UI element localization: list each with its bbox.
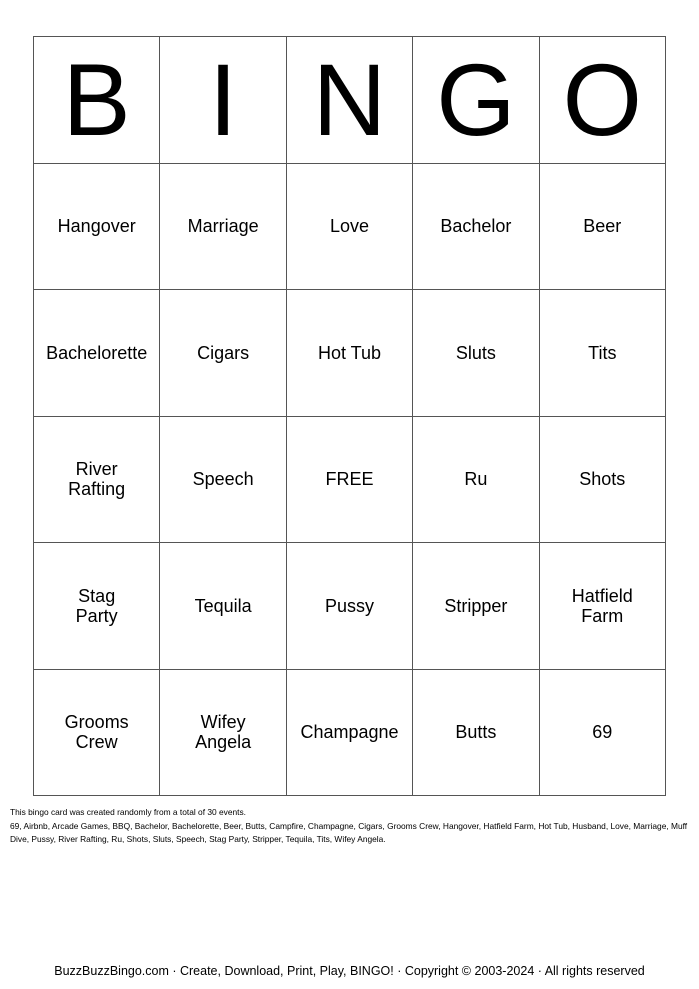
cell-text: Bachelorette	[46, 342, 148, 363]
bingo-cell	[160, 164, 286, 291]
bingo-cell	[160, 290, 286, 417]
cell-text: Love	[329, 216, 370, 237]
cell-text: Hatfield Farm	[571, 585, 633, 626]
cell-text: Stripper	[444, 595, 508, 616]
bingo-cell	[413, 543, 539, 670]
bingo-cell	[34, 290, 160, 417]
bingo-cell	[540, 290, 666, 417]
bingo-cell	[540, 164, 666, 291]
footer-text: BuzzBuzzBingo.com · Create, Download, Print, Play, BINGO! · Copyright © 2003-2024 · All rights reserved	[54, 964, 645, 978]
bingo-cell	[160, 417, 286, 544]
cell-text: Ru	[464, 469, 488, 490]
header-letter-g: G	[413, 37, 539, 164]
bingo-cell	[160, 670, 286, 797]
cell-text: 69	[592, 722, 613, 743]
bingo-card	[33, 36, 666, 796]
cell-text: Champagne	[300, 722, 399, 743]
bingo-cell	[287, 290, 413, 417]
header-letter-b: B	[34, 37, 160, 164]
cell-text: Pussy	[324, 595, 374, 616]
bingo-cell	[413, 417, 539, 544]
header-letter-o: O	[540, 37, 666, 164]
cell-text: Sluts	[455, 342, 496, 363]
header-letter-i: I	[160, 37, 286, 164]
card-info	[10, 806, 694, 847]
cell-text: Stag Party	[75, 585, 118, 626]
bingo-cell	[34, 417, 160, 544]
cell-text: Speech	[192, 469, 254, 490]
bingo-cell	[287, 670, 413, 797]
cell-text: Shots	[579, 469, 626, 490]
bingo-cell	[413, 164, 539, 291]
free-space-text: FREE	[325, 469, 374, 490]
cell-text: Marriage	[187, 216, 259, 237]
bingo-cell	[540, 417, 666, 544]
cell-text: Hangover	[57, 216, 136, 237]
card-info-summary: This bingo card was created randomly from a total of 30 events.	[10, 807, 247, 817]
cell-text: Tits	[588, 342, 617, 363]
free-space-cell	[287, 417, 413, 544]
header-letter-n: N	[287, 37, 413, 164]
cell-text: Hot Tub	[317, 342, 382, 363]
cell-text: Tequila	[194, 595, 252, 616]
bingo-cell	[413, 670, 539, 797]
cell-text: Cigars	[197, 342, 250, 363]
bingo-cell	[160, 543, 286, 670]
bingo-cell	[34, 543, 160, 670]
cell-text: Grooms Crew	[64, 712, 129, 753]
cell-text: Beer	[583, 216, 622, 237]
cell-text: Wifey Angela	[195, 712, 252, 753]
bingo-cell	[540, 543, 666, 670]
cell-text: Bachelor	[440, 216, 512, 237]
bingo-cell	[34, 670, 160, 797]
card-info-event-list: 69, Airbnb, Arcade Games, BBQ, Bachelor, Bachelorette, Beer, Butts, Campfire, Champagne, Cigars, Grooms Crew, Hangover, Hatfield Farm, Hot Tub, Husband, Love, Marriage, Muff Dive, Pussy, River Rafting, Ru, Shots, Sluts, Speech, Stag Party, Stripper, Tequila, Tits, Wifey Angela.	[10, 820, 688, 844]
bingo-cell	[287, 543, 413, 670]
cell-text: Butts	[455, 722, 497, 743]
bingo-cell	[540, 670, 666, 797]
bingo-cell	[413, 290, 539, 417]
bingo-cell	[34, 164, 160, 291]
bingo-cell	[287, 164, 413, 291]
cell-text: River Rafting	[68, 459, 126, 500]
